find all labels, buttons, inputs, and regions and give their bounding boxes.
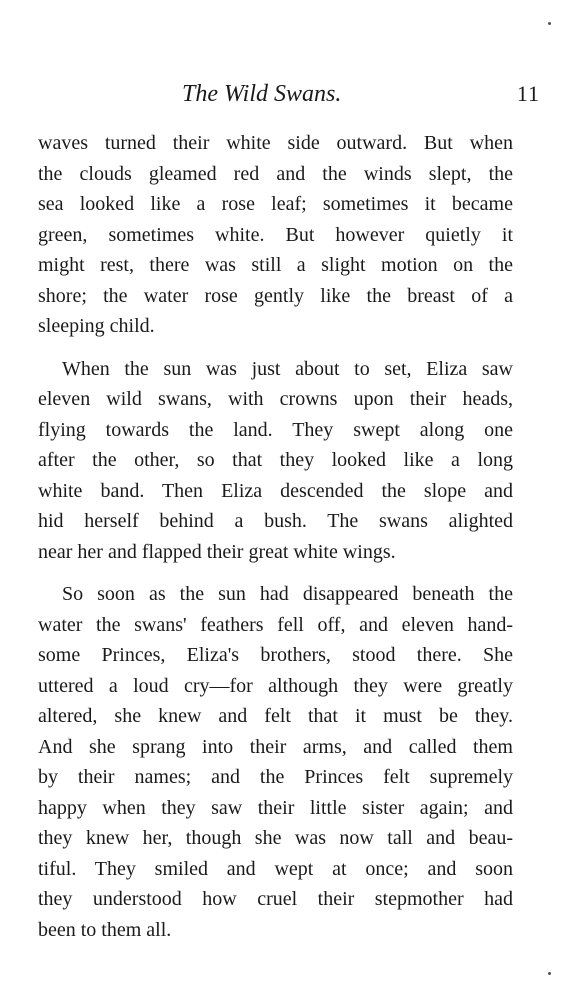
text-line: shore; the water rose gently like the breast of a: [38, 284, 513, 307]
text-line: after the other, so that they looked like a long: [38, 449, 513, 471]
text-line: sea looked like a rose leaf; sometimes it became: [38, 193, 513, 215]
text-line: near her and flapped their great white wings.: [38, 540, 396, 563]
paragraph: [38, 354, 513, 568]
page-header: [40, 78, 540, 110]
text-line: been to them all.: [38, 918, 172, 941]
text-line: they knew her, though she was now tall and beau-: [38, 827, 513, 849]
text-line: the clouds gleamed red and the winds slept, the: [38, 162, 513, 185]
text-line: they understood how cruel their stepmother had: [38, 888, 513, 910]
print-speck: [548, 972, 551, 975]
text-line: tiful. They smiled and wept at once; and soon: [38, 857, 513, 880]
text-line: some Princes, Eliza's brothers, stood there. She: [38, 644, 513, 666]
text-line: water the swans' feathers fell off, and eleven hand-: [38, 613, 513, 636]
text-line: uttered a loud cry—for although they were greatly: [38, 674, 513, 697]
text-line: sleeping child.: [38, 315, 155, 337]
text-line: happy when they saw their little sister again; and: [38, 796, 513, 819]
text-line: flying towards the land. They swept along one: [38, 418, 513, 441]
text-line: And she sprang into their arms, and called them: [38, 735, 513, 758]
text-line: waves turned their white side outward. But when: [38, 132, 513, 154]
running-title: The Wild Swans.: [182, 81, 342, 107]
text-line: hid herself behind a bush. The swans alighted: [38, 510, 513, 532]
body-text: [38, 128, 513, 957]
print-speck: [548, 22, 551, 25]
text-line: white band. Then Eliza descended the slope and: [38, 479, 513, 502]
text-line: altered, she knew and felt that it must be they.: [38, 705, 513, 727]
paragraph: [38, 579, 513, 945]
text-line: eleven wild swans, with crowns upon their heads,: [38, 388, 513, 410]
page-number: 11: [516, 81, 540, 106]
text-line: by their names; and the Princes felt supremely: [38, 766, 513, 788]
text-line: So soon as the sun had disappeared beneath the: [62, 583, 513, 605]
text-line: might rest, there was still a slight motion on the: [38, 254, 513, 276]
text-line: When the sun was just about to set, Eliza saw: [62, 357, 513, 380]
text-line: green, sometimes white. But however quietly it: [38, 223, 513, 246]
paragraph: [38, 128, 513, 342]
